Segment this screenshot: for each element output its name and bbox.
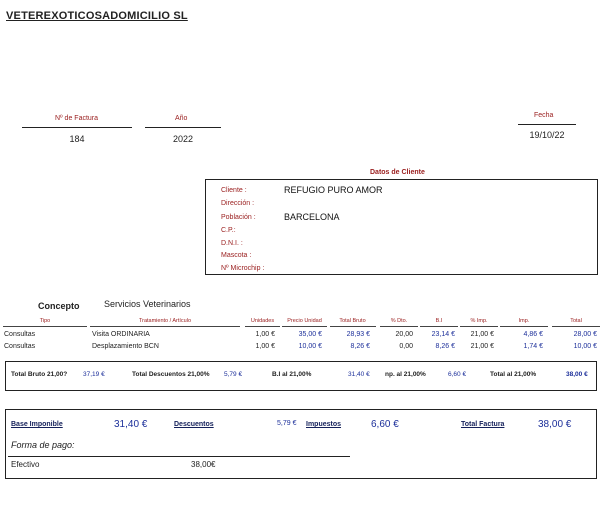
divider	[500, 326, 548, 327]
date-value: 19/10/22	[529, 130, 565, 140]
summary-box	[5, 409, 597, 479]
cell-gross-total: 8,26 €	[350, 343, 370, 350]
invoice-number-value: 184	[69, 134, 85, 144]
town-value: BARCELONA	[284, 212, 340, 222]
divider	[460, 326, 498, 327]
col-header-base: B.I	[435, 318, 443, 324]
discounts-label: Descuentos	[174, 421, 214, 428]
divider	[90, 326, 240, 327]
payment-method-value: Efectivo	[11, 460, 40, 469]
divider	[3, 326, 87, 327]
payment-amount: 38,00€	[191, 460, 216, 469]
client-box	[205, 179, 598, 275]
pet-label: Mascota :	[221, 252, 252, 259]
cell-treatment: Desplazamiento BCN	[92, 343, 159, 350]
client-label: Cliente :	[221, 187, 247, 194]
cell-tax-rate: 21,00 €	[470, 343, 494, 350]
cell-discount: 20,00	[395, 331, 413, 338]
divider	[22, 127, 132, 128]
col-header-total: Total	[570, 318, 582, 324]
cell-treatment: Visita ORDINARIA	[92, 331, 150, 338]
cell-gross-total: 28,93 €	[346, 331, 370, 338]
microchip-label: Nº Microchip :	[221, 265, 265, 272]
invoice-number-label: Nº de Factura	[55, 115, 99, 122]
divider	[145, 127, 221, 128]
totals-box	[5, 361, 597, 391]
year-value: 2022	[172, 134, 194, 144]
divider	[245, 326, 280, 327]
town-label: Población :	[221, 214, 256, 221]
divider	[420, 326, 458, 327]
cell-unit-price: 10,00 €	[298, 343, 322, 350]
invoice-total-label: Total Factura	[461, 421, 505, 428]
payment-method-label: Forma de pago:	[11, 440, 75, 450]
col-header-treatment: Tratamiento / Artículo	[138, 318, 192, 324]
invoice-total-value: 38,00 €	[538, 419, 572, 430]
cell-tax-rate: 21,00 €	[470, 331, 494, 338]
divider	[330, 326, 376, 327]
cell-units: 1,00 €	[255, 343, 275, 350]
cell-discount: 0,00	[399, 343, 413, 350]
col-header-unit-price: Precio Unidad	[287, 318, 322, 324]
col-header-tax: Imp.	[518, 318, 530, 324]
divider	[518, 124, 576, 125]
cell-type: Consultas	[4, 331, 36, 338]
col-header-type: Tipo	[39, 318, 51, 324]
cell-base: 23,14 €	[431, 331, 455, 338]
discounts-value: 5,79 €	[277, 420, 297, 427]
concept-label: Concepto	[38, 301, 80, 311]
postal-code-label: C.P.:	[221, 227, 236, 234]
col-header-units: Unidades	[250, 318, 275, 324]
discounts-total-label: Total Descuentos 21,00%	[132, 371, 210, 378]
gross-total-label: Total Bruto 21,00?	[11, 371, 68, 378]
col-header-discount: % Dto.	[390, 318, 408, 324]
taxes-label: Impuestos	[306, 421, 342, 428]
year-label: Año	[175, 115, 188, 122]
col-header-tax-rate: % Imp.	[470, 318, 488, 324]
divider	[282, 326, 327, 327]
taxes-value: 6,60 €	[371, 419, 399, 430]
gross-total-value: 37,19 €	[83, 371, 105, 378]
cell-base: 8,26 €	[435, 343, 455, 350]
divider	[552, 326, 600, 327]
divider	[8, 456, 350, 457]
cell-total: 10,00 €	[573, 343, 597, 350]
cell-total: 28,00 €	[573, 331, 597, 338]
grand-total-label: Total al 21,00%	[490, 371, 537, 378]
cell-type: Consultas	[4, 343, 36, 350]
concept-value: Servicios Veterinarios	[104, 299, 191, 309]
dni-label: D.N.I. :	[221, 240, 243, 247]
discounts-total-value: 5,79 €	[224, 371, 243, 378]
client-section-title: Datos de Cliente	[370, 169, 425, 176]
base-imponible-label: Base Imponible	[11, 421, 63, 428]
date-label: Fecha	[534, 112, 554, 119]
company-name: VETEREXOTICOSADOMICILIO SL	[6, 10, 188, 22]
cell-units: 1,00 €	[255, 331, 275, 338]
cell-tax: 4,86 €	[523, 331, 543, 338]
grand-total-value: 38,00 €	[566, 371, 588, 378]
base-total-value: 31,40 €	[348, 371, 370, 378]
tax-total-value: 6,60 €	[448, 371, 467, 378]
client-value: REFUGIO PURO AMOR	[284, 185, 383, 195]
divider	[380, 326, 418, 327]
col-header-gross-total: Total Bruto	[339, 318, 366, 324]
cell-unit-price: 35,00 €	[298, 331, 322, 338]
base-total-label: B.I al 21,00%	[272, 371, 312, 378]
cell-tax: 1,74 €	[523, 343, 543, 350]
address-label: Dirección :	[221, 200, 255, 207]
tax-total-label: np. al 21,00%	[385, 371, 426, 378]
base-imponible-value: 31,40 €	[114, 419, 148, 430]
